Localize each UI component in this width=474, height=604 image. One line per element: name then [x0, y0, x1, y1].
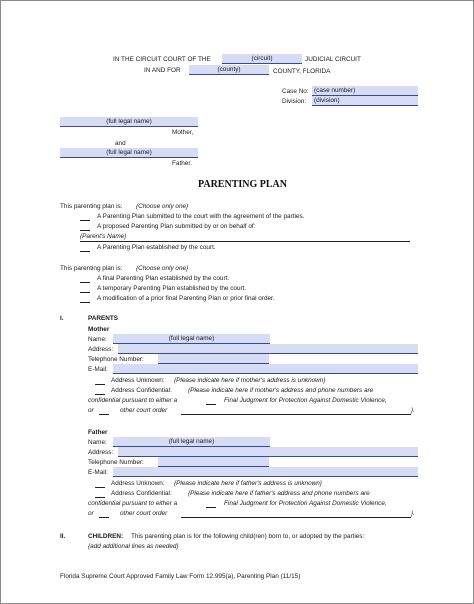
checkbox-mother-other-order[interactable]: [99, 414, 109, 415]
section2-note: {add additional lines as needed}: [88, 543, 179, 550]
father-name-field[interactable]: (full legal name): [60, 148, 198, 158]
father-conf-line2b: Final Judgment for Protection Against Domestic Violence,: [224, 500, 387, 507]
father-address-confidential-label: Address Confidential:: [111, 490, 172, 497]
checkbox-agreed-plan[interactable]: [80, 220, 90, 221]
plan-intro-2: This parenting plan is:: [60, 265, 123, 272]
parent-name-placeholder: {Parent's Name}: [80, 233, 127, 240]
division-field[interactable]: (division): [312, 96, 418, 106]
mother-full-name-field[interactable]: (full legal name): [113, 334, 270, 344]
father-email-label: E-Mail:: [88, 469, 108, 476]
checkbox-father-other-order[interactable]: [99, 517, 109, 518]
father-conf-line2a: confidential pursuant to either a: [88, 500, 178, 507]
option-final-plan: A final Parenting Plan established by the court.: [97, 275, 230, 282]
father-heading: Father: [88, 429, 108, 436]
case-number-label: Case No:: [282, 88, 309, 95]
mother-email-label: E-Mail:: [88, 366, 108, 373]
section1-heading: PARENTS: [88, 315, 119, 322]
mother-address-confidential-label: Address Confidential:: [111, 387, 172, 394]
father-conf-line3b: other court order: [120, 510, 168, 517]
checkbox-court-plan[interactable]: [80, 251, 90, 252]
case-number-field[interactable]: (case number): [312, 86, 418, 96]
section2-number: II.: [60, 533, 66, 540]
section2-heading: CHILDREN:: [88, 533, 124, 540]
option-agreed-plan: A Parenting Plan submitted to the court with the agreement of the parties.: [97, 213, 305, 220]
parent-name-line[interactable]: [80, 241, 410, 242]
father-conf-line3a: or: [88, 510, 94, 517]
checkbox-mother-address-confidential[interactable]: [95, 394, 105, 395]
plan-intro-2-choice: {Choose only one}: [136, 265, 189, 272]
mother-conf-line3b: other court order: [120, 407, 168, 414]
mother-conf-line3a: or: [88, 407, 94, 414]
father-address-unknown-label: Address Unknown:: [111, 480, 165, 487]
checkbox-father-address-confidential[interactable]: [95, 497, 105, 498]
father-email-field[interactable]: [113, 467, 418, 477]
father-name-label: Name:: [88, 439, 107, 446]
checkbox-mother-address-unknown[interactable]: [95, 384, 105, 385]
option-temporary-plan: A temporary Parenting Plan established by the court.: [97, 285, 247, 292]
father-address-field[interactable]: [118, 447, 418, 457]
court-line2-prefix: IN AND FOR: [144, 67, 181, 74]
checkbox-father-address-unknown[interactable]: [95, 487, 105, 488]
court-line1-suffix: JUDICIAL CIRCUIT: [305, 56, 361, 63]
division-label: Division:: [282, 98, 307, 105]
plan-intro-1: This parenting plan is:: [60, 203, 123, 210]
mother-phone-label: Telephone Number:: [88, 356, 144, 363]
father-address-confidential-note: {Please indicate here if father's address and phone numbers are: [188, 490, 370, 497]
section1-number: I.: [60, 315, 64, 322]
checkbox-mother-final-judgment[interactable]: [206, 404, 216, 405]
father-label: Father.: [172, 160, 192, 167]
mother-label: Mother,: [172, 129, 194, 136]
mother-email-field[interactable]: [113, 364, 418, 374]
circuit-field[interactable]: (circuit): [222, 54, 302, 64]
court-line1-prefix: IN THE CIRCUIT COURT OF THE: [113, 56, 211, 63]
father-address-unknown-note: {Please indicate here if father's address is unknown}: [174, 480, 322, 487]
mother-name-field[interactable]: (full legal name): [60, 117, 198, 127]
father-full-name-field[interactable]: (full legal name): [113, 437, 270, 447]
father-other-order-line[interactable]: [181, 517, 411, 518]
county-field[interactable]: (county): [189, 65, 269, 75]
mother-address-field[interactable]: [118, 344, 418, 354]
mother-address-confidential-note: {Please indicate here if mother's address and phone numbers are: [188, 387, 374, 394]
footer-form-id: Florida Supreme Court Approved Family Law Form 12.995(a), Parenting Plan (11/15): [60, 573, 301, 580]
mother-address-unknown-note: {Please indicate here if mother's address is unknown}: [174, 377, 326, 384]
court-line2-suffix: COUNTY, FLORIDA: [273, 68, 331, 75]
mother-conf-end: }.: [411, 407, 415, 414]
mother-other-order-line[interactable]: [181, 414, 411, 415]
father-conf-end: }.: [411, 510, 415, 517]
father-phone-field[interactable]: [158, 457, 269, 467]
father-address-label: Address:: [88, 449, 114, 456]
option-modification: A modification of a prior final Parenting Plan or prior final order.: [97, 295, 275, 302]
option-court-plan: A Parenting Plan established by the court.: [97, 244, 216, 251]
mother-name-label: Name:: [88, 336, 107, 343]
mother-conf-line2a: confidential pursuant to either a: [88, 397, 178, 404]
mother-address-unknown-label: Address Unknown:: [111, 377, 165, 384]
checkbox-proposed-plan[interactable]: [80, 230, 90, 231]
mother-phone-field[interactable]: [158, 354, 269, 364]
and-label: and: [115, 140, 126, 147]
plan-intro-1-choice: {Choose only one}: [136, 203, 189, 210]
checkbox-final-plan[interactable]: [80, 282, 90, 283]
document-title: PARENTING PLAN: [198, 179, 287, 190]
checkbox-temporary-plan[interactable]: [80, 292, 90, 293]
mother-conf-line2b: Final Judgment for Protection Against Domestic Violence,: [224, 397, 387, 404]
checkbox-modification[interactable]: [80, 302, 90, 303]
checkbox-father-final-judgment[interactable]: [206, 507, 216, 508]
option-proposed-plan: A proposed Parenting Plan submitted by or on behalf of:: [97, 223, 256, 230]
father-phone-label: Telephone Number:: [88, 459, 144, 466]
mother-address-label: Address:: [88, 346, 114, 353]
mother-heading: Mother: [88, 326, 110, 333]
section2-text: This parenting plan is for the following child(ren) born to, or adopted by the parties:: [131, 533, 365, 540]
